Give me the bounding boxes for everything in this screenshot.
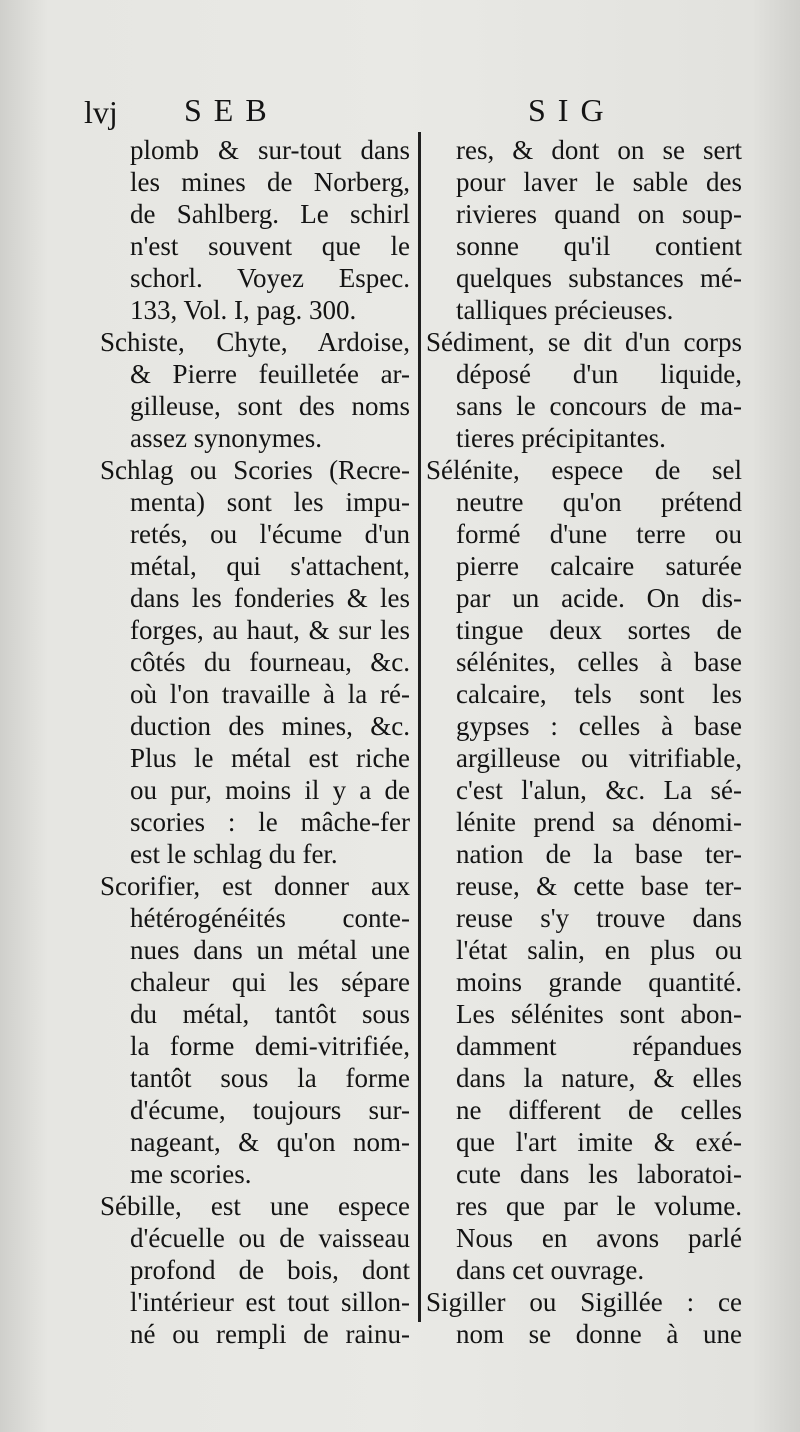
text-line: la forme demi-vitrifiée, <box>130 1031 410 1061</box>
text-line: rivieres quand on soup- <box>456 199 742 229</box>
text-line: gilleuse, sont des noms <box>130 391 410 421</box>
text-line: duction des mines, &c. <box>130 711 410 741</box>
text-line: tingue deux sortes de <box>456 615 742 645</box>
text-line: Schlag ou Scories (Recre- <box>100 455 410 485</box>
text-line: nageant, & qu'on nom- <box>130 1127 410 1157</box>
text-line: lénite prend sa dénomi- <box>456 807 742 837</box>
text-line: Sédiment, se dit d'un corps <box>426 327 742 357</box>
text-line: res que par le volume. <box>456 1191 742 1221</box>
text-line: damment répandues <box>456 1031 742 1061</box>
left-column <box>100 134 410 1350</box>
text-line: neutre qu'on prétend <box>456 487 742 517</box>
text-line: quelques substances mé- <box>456 263 742 293</box>
text-line: nom se donne à une <box>456 1319 742 1349</box>
text-line: calcaire, tels sont les <box>456 679 742 709</box>
text-line: cute dans les laboratoi- <box>456 1159 742 1189</box>
text-line: assez synonymes. <box>130 423 322 453</box>
text-line: d'écuelle ou de vaisseau <box>130 1223 410 1253</box>
text-line: Sélénite, espece de sel <box>426 455 742 485</box>
text-line: hétérogénéités conte- <box>130 903 410 933</box>
text-line: plomb & sur-tout dans <box>130 135 410 165</box>
text-line: déposé d'un liquide, <box>456 359 742 389</box>
text-line: profond de bois, dont <box>130 1255 410 1285</box>
text-line: sans le concours de ma- <box>456 391 742 421</box>
text-line: Sébille, est une espece <box>100 1191 410 1221</box>
text-line: nues dans un métal une <box>130 935 410 965</box>
text-line: que l'art imite & exé- <box>456 1127 742 1157</box>
text-line: du métal, tantôt sous <box>130 999 410 1029</box>
text-line: forges, au haut, & sur les <box>130 615 410 645</box>
text-line: de Sahlberg. Le schirl <box>130 199 410 229</box>
text-line: reuse, & cette base ter- <box>456 871 742 901</box>
text-line: l'intérieur est tout sillon- <box>130 1287 410 1317</box>
text-line: scories : le mâche-fer <box>130 807 410 837</box>
text-line: ou pur, moins il y a de <box>130 775 410 805</box>
text-line: Plus le métal est riche <box>130 743 410 773</box>
text-line: dans les fonderies & les <box>130 583 410 613</box>
text-line: menta) sont les impu- <box>130 487 410 517</box>
column-divider <box>418 132 421 1322</box>
text-line: d'écume, toujours sur- <box>130 1095 410 1125</box>
text-line: chaleur qui les sépare <box>130 967 410 997</box>
text-line: moins grande quantité. <box>456 967 742 997</box>
text-line: Nous en avons parlé <box>456 1223 742 1253</box>
text-line: res, & dont on se sert <box>456 135 742 165</box>
text-line: l'état salin, en plus ou <box>456 935 742 965</box>
text-line: par un acide. On dis- <box>456 583 742 613</box>
text-line: n'est souvent que le <box>130 231 410 261</box>
text-line: Sigiller ou Sigillée : ce <box>426 1287 742 1317</box>
text-line: c'est l'alun, &c. La sé- <box>456 775 742 805</box>
text-line: talliques précieuses. <box>456 295 674 325</box>
text-line: reuse s'y trouve dans <box>456 903 742 933</box>
text-line: dans cet ouvrage. <box>456 1255 645 1285</box>
text-line: est le schlag du fer. <box>130 839 338 869</box>
text-line: tieres précipitantes. <box>456 423 666 453</box>
text-line: nation de la base ter- <box>456 839 742 869</box>
text-line: les mines de Norberg, <box>130 167 410 197</box>
text-line: Scorifier, est donner aux <box>100 871 410 901</box>
text-line: sonne qu'il contient <box>456 231 742 261</box>
text-line: tantôt sous la forme <box>130 1063 410 1093</box>
running-header <box>0 88 800 138</box>
text-line: me scories. <box>130 1159 252 1189</box>
page-number: lvj <box>84 94 118 130</box>
text-line: métal, qui s'attachent, <box>130 551 410 581</box>
text-line: côtés du fourneau, &c. <box>130 647 410 677</box>
text-line: où l'on travaille à la ré- <box>130 679 410 709</box>
left-running-head: SEB <box>184 92 279 128</box>
text-line: argilleuse ou vitrifiable, <box>456 743 742 773</box>
text-line: pour laver le sable des <box>456 167 742 197</box>
text-line: pierre calcaire saturée <box>456 551 742 581</box>
text-line: né ou rempli de rainu- <box>130 1319 410 1349</box>
right-running-head: SIG <box>528 92 616 128</box>
text-line: & Pierre feuilletée ar- <box>130 359 410 389</box>
text-line: sélénites, celles à base <box>456 647 742 677</box>
text-line: schorl. Voyez Espec. <box>130 263 410 293</box>
text-line: dans la nature, & elles <box>456 1063 742 1093</box>
text-line: Les sélénites sont abon- <box>456 999 742 1029</box>
text-line: 133, Vol. I, pag. 300. <box>130 295 357 325</box>
right-column <box>426 134 742 1350</box>
text-line: gypses : celles à base <box>456 711 742 741</box>
text-line: Schiste, Chyte, Ardoise, <box>100 327 410 357</box>
text-line: retés, ou l'écume d'un <box>130 519 410 549</box>
text-line: formé d'une terre ou <box>456 519 742 549</box>
text-line: ne different de celles <box>456 1095 742 1125</box>
